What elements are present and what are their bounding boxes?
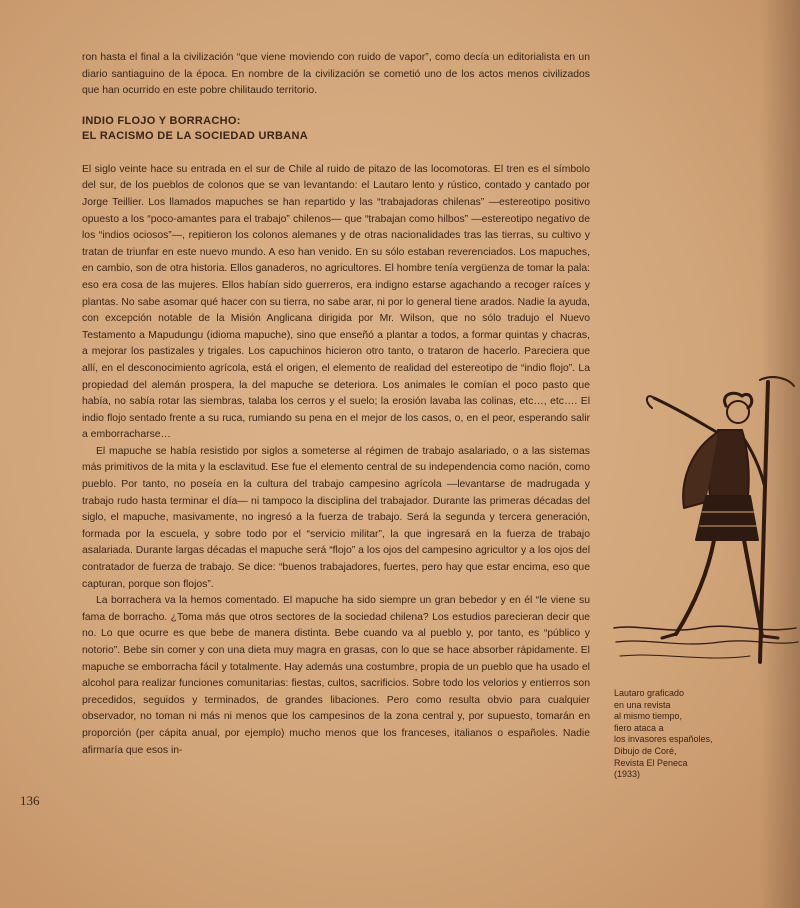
section-heading: [82, 114, 590, 144]
illustration-caption: [614, 688, 744, 781]
section-heading-line-1: INDIO FLOJO Y BORRACHO:: [82, 114, 241, 127]
paragraph-2: El mapuche se había resistido por siglos a someterse al régimen de trabajo asalariado, o a las sistemas más primitivos de la mita y la esclavitud. Ese fue el elemento central de su independencia como nación, como pueblo. Por tanto, no poseía en la cultura del trabajo campesino agrícola —levantarse de madrugada y trabajo rudo hasta terminar el día— ni tampoco la disciplina del trabajador. Durante las primeras décadas del siglo, el mapuche, masivamente, no ingresó a la fuerza de trabajo. Será la segunda y tercera generación, formada por la escuela, y sobre todo por el “servicio militar”, la que ingresará en la fuerza de trabajo asalariada. Durante largas décadas el mapuche será “flojo” a los ojos del campesino agricultor y a los ojos del contratador de fuerza de trabajo. Se dice: “buenos trabajadores, fuertes, pero hay que estar encima, eso que capturan, porque son flojos”.: [82, 445, 590, 590]
paragraph-3: La borrachera va la hemos comentado. El mapuche ha sido siempre un gran bebedor y en él “le viene su fama de borracho. ¿Toma más que otros sectores de la sociedad chilena? Los estudios parecieran decir que no. Lo que ocurre es que bebe de manera distinta. Bebe cuando va al pueblo y, por tanto, es “público y notorio”. Bebe sin comer y con una dieta muy magra en grasas, con lo que se hace absorber rápidamente. El mapuche se emborracha fácil y totalmente. Hay además una costumbre, propia de un pueblo que ha usado el alcohol para realizar funciones comunitarias: fiestas, cultos, sacrificios. Sobre todo los velorios y entierros son precedidos, seguidos y terminados, de grandes libaciones. Pero como resulta obvio para cualquier observador, no toman ni más ni menos que los campesinos de la zona central y, por supuesto, tomarán en proporción (per cápita anual, por ejemplo) mucho menos que los franceses, italianos o españoles. Nadie afirmaría que esos in-: [82, 595, 590, 756]
section-heading-line-2: EL RACISMO DE LA SOCIEDAD URBANA: [82, 129, 308, 142]
page-number: 136: [20, 793, 40, 808]
main-text-column: [82, 50, 590, 759]
caption-line: Revista El Peneca: [614, 757, 688, 768]
caption-line: en una revista: [614, 699, 671, 710]
page-edge-shadow: [760, 0, 800, 908]
caption-line: al mismo tiempo,: [614, 711, 683, 722]
paragraph-1: El siglo veinte hace su entrada en el sur de Chile al ruido de pitazo de las locomotoras. El tren es el símbolo del sur, de los pueblos de colonos que se van levantando: el Lautaro lento y rústico, contado y cantado por Jorge Teillier. Los llamados mapuches se han repartido y las “trabajadoras chilenas” —estereotipo positivo opuesto a los “poco-amantes para el trabajo” chilenos— que “trabajan como hilbos” —estereotipo negativo de los “indios ociosos”—, repitieron los colonos alemanes y de otras nacionalidades tras las tierras, su cultivo y tratan de triunfar en este nuevo mundo. A eso han venido. En su sólo estaban reverenciados. Los mapuches, en cambio, son de otra historia. Ellos ganaderos, no agricultores. El hombre tenía vergüenza de tomar la pala: eso era cosa de las mujeres. Ellos habían sido guerreros, era indigno estarse agachando a recoger raíces y plantas. No sabe asomar qué hacer con su tierra, no sabe arar, ni por lo general tiene arados. Nadie la ayuda, con excepción notable de la Misión Anglicana dirigida por Mr. Wilson, que no sólo tradujo el Nuevo Testamento a Mapudungu (idioma mapuche), sino que enseñó a plantar a todos, a formar quintas y chacras, a mejorar los pastizales y trigales. Los capuchinos hicieron otro tanto, o trataron de hacerlo. Pareciera que allí, en el desconocimiento agrícola, está el origen, el elemento de realidad del estereotipo de “indio flojo”. La propiedad del alemán prospera, la del mapuche se deteriora. Los animales le comían el poco pasto que había, no sabía rotar las siembras, talaba los cerros y el suelo; la erosión lavaba las colinas, etc…, etc…. El indio flojo sentado frente a su ruca, rumiando su pena en el mejor de los casos, o, en el peor, esperando salir a emborracharse…: [82, 163, 590, 441]
caption-line: Lautaro graficado: [614, 688, 685, 698]
caption-line: fiero ataca a: [614, 722, 664, 733]
caption-line: los invasores españoles,: [614, 734, 713, 745]
caption-line: (1933): [614, 769, 641, 780]
caption-line: Dibujo de Coré,: [614, 745, 677, 756]
paragraph-opening: ron hasta el final a la civilización “que viene moviendo con ruido de vapor”, como decía un editorialista en un diario santiaguino de la época. En nombre de la civilización se cometió uno de los actos menos civilizados que han ocurrido en este pobre chilitaudo territorio.: [82, 52, 590, 97]
